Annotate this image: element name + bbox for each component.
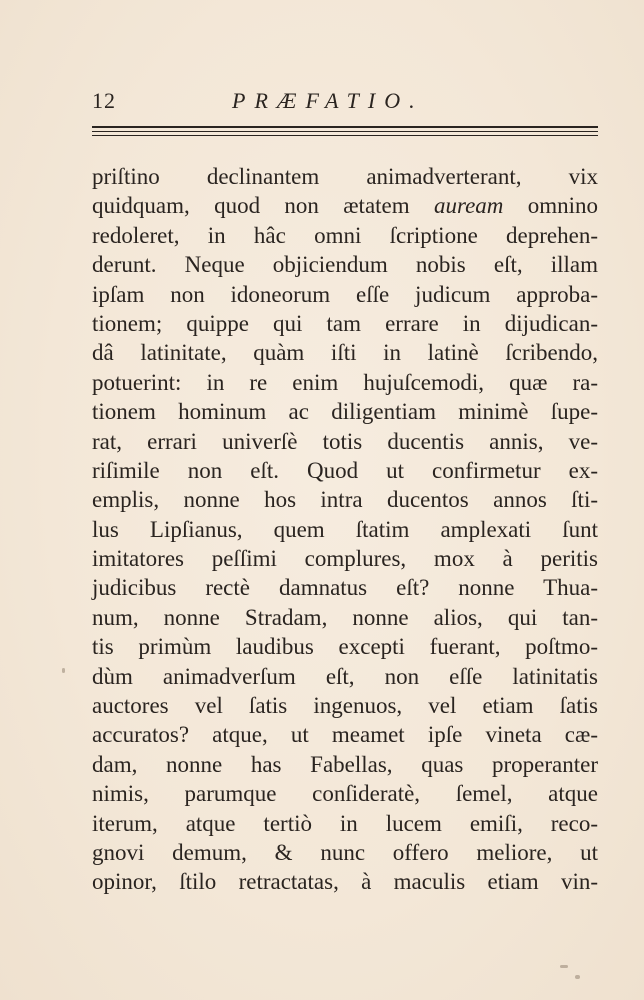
text-line-head: quidquam, quod non ætatem xyxy=(92,193,410,219)
text-line: dâ latinitate, quàm iſti in latinè ſcribendo, xyxy=(92,340,598,366)
text-line: judicibus rectè damnatus eſt? nonne Thua- xyxy=(92,575,598,601)
text-line: opinor, ſtilo retractatas, à maculis etiam vin- xyxy=(92,869,598,895)
text-line: tionem; quippe qui tam errare in dijudican- xyxy=(92,310,598,336)
text-line: emplis, nonne hos intra ducentos annos ſti- xyxy=(92,487,598,513)
text-line: derunt. Neque objiciendum nobis eſt, illam xyxy=(92,252,598,278)
text-line: iterum, atque tertiò in lucem emiſi, reco- xyxy=(92,810,598,836)
text-line: dam, nonne has Fabellas, quas properanter xyxy=(92,751,598,777)
text-line-tail: omnino xyxy=(527,193,599,219)
text-line: nimis, parumque conſideratè, ſemel, atque xyxy=(92,781,598,807)
paper-speck xyxy=(62,668,65,673)
text-line: imitatores peſſimi complures, mox à peritis xyxy=(92,546,598,572)
text-line: tionem hominum ac diligentiam minimè ſupe- xyxy=(92,399,598,425)
header-rule-thin-lower xyxy=(92,135,598,136)
text-line: redoleret, in hâc omni ſcriptione deprehen- xyxy=(92,222,598,248)
page-number: 12 xyxy=(92,88,116,113)
paper-speck xyxy=(575,975,580,979)
header-rule-thin xyxy=(92,131,598,132)
text-line: riſimile non eſt. Quod ut confirmetur ex- xyxy=(92,457,598,483)
header-rule-thick xyxy=(92,126,598,128)
text-line xyxy=(92,191,598,220)
italic-word: auream xyxy=(433,193,504,219)
text-line: tis primùm laudibus excepti fuerant, poſtmo- xyxy=(92,634,598,660)
text-line: priſtino declinantem animadverterant, vix xyxy=(92,164,598,189)
text-line: num, nonne Stradam, nonne alios, qui tan- xyxy=(92,604,598,630)
text-line: accuratos? atque, ut meamet ipſe vineta cæ- xyxy=(92,722,598,748)
page-header xyxy=(92,88,598,118)
running-head: PRÆFATIO. xyxy=(232,88,424,113)
body-text xyxy=(92,162,598,897)
text-line: ipſam non idoneorum eſſe judicum approba- xyxy=(92,281,598,307)
text-line: rat, errari univerſè totis ducentis annis, ve- xyxy=(92,428,598,454)
text-line: dùm animadverſum eſt, non eſſe latinitatis xyxy=(92,663,598,689)
text-line: potuerint: in re enim hujuſcemodi, quæ ra- xyxy=(92,369,598,395)
paper-speck xyxy=(560,965,568,968)
text-line: auctores vel ſatis ingenuos, vel etiam ſatis xyxy=(92,693,598,719)
text-line: lus Lipſianus, quem ſtatim amplexati ſunt xyxy=(92,516,598,542)
text-line: gnovi demum, & nunc offero meliore, ut xyxy=(92,839,598,865)
